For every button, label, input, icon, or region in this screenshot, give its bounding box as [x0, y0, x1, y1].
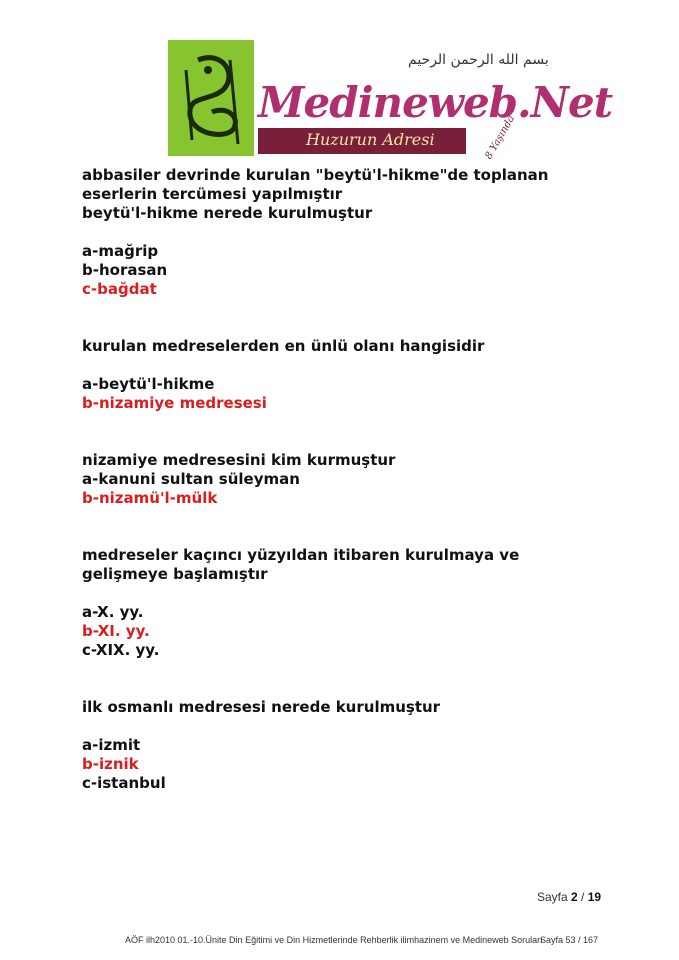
answer-line: b-nizamü'l-mülk — [82, 489, 218, 507]
blank-line — [82, 413, 602, 432]
blank-line — [82, 508, 602, 527]
blank-line — [82, 318, 602, 337]
calligraphy-icon — [168, 40, 254, 156]
text-line: eserlerin tercümesi yapılmıştır — [82, 185, 343, 203]
text-line: gelişmeye başlamıştır — [82, 565, 268, 583]
blank-line — [82, 223, 602, 242]
blank-line — [82, 356, 602, 375]
blank-line — [82, 527, 602, 546]
text-line: beytü'l-hikme nerede kurulmuştur — [82, 204, 373, 222]
answer-line: b-XI. yy. — [82, 622, 150, 640]
text-line: a-beytü'l-hikme — [82, 375, 215, 393]
blank-line — [82, 660, 602, 679]
text-line: ilk osmanlı medresesi nerede kurulmuştur — [82, 698, 441, 716]
blank-line — [82, 679, 602, 698]
page-current: 2 — [571, 890, 578, 904]
page-label: Sayfa — [537, 890, 568, 904]
answer-line: c-bağdat — [82, 280, 157, 298]
footer-text: AÖF ilh2010 01.-10.Ünite Din Eğitimi ve Din Hizmetlerinde Rehberlik ilimhazinem ve Medineweb Soruları — [125, 935, 543, 945]
site-logo — [168, 40, 613, 162]
logo-years: 8 Yaşında — [483, 113, 518, 162]
text-line: medreseler kaçıncı yüzyıldan itibaren kurulmaya ve — [82, 546, 520, 564]
logo-name: Medineweb.Net — [258, 78, 613, 127]
page-total: 19 — [587, 890, 602, 904]
text-line: a-kanuni sultan süleyman — [82, 470, 300, 488]
text-line: nizamiye medresesini kim kurmuştur — [82, 451, 396, 469]
answer-line: b-iznik — [82, 755, 139, 773]
text-line: a-izmit — [82, 736, 141, 754]
logo-slogan: Huzurun Adresi — [306, 130, 435, 149]
blank-line — [82, 717, 602, 736]
blank-line — [82, 299, 602, 318]
logo-text — [258, 40, 613, 162]
text-line: c-XIX. yy. — [82, 641, 160, 659]
text-line: b-horasan — [82, 261, 168, 279]
text-line: c-istanbul — [82, 774, 166, 792]
logo-slogan-bar — [258, 128, 466, 154]
text-line: a-mağrip — [82, 242, 159, 260]
page-number — [537, 890, 601, 904]
page-separator: / — [577, 890, 588, 904]
answer-line: b-nizamiye medresesi — [82, 394, 267, 412]
text-line: a-X. yy. — [82, 603, 144, 621]
footer-page: Sayfa 53 / 167 — [540, 935, 599, 945]
text-line: abbasiler devrinde kurulan "beytü'l-hikme"de toplanan — [82, 166, 549, 184]
blank-line — [82, 584, 602, 603]
text-line: kurulan medreselerden en ünlü olanı hangisidir — [82, 337, 485, 355]
blank-line — [82, 432, 602, 451]
document-body — [82, 166, 602, 793]
logo-basmala: بسم الله الرحمن الرحيم — [408, 52, 549, 68]
